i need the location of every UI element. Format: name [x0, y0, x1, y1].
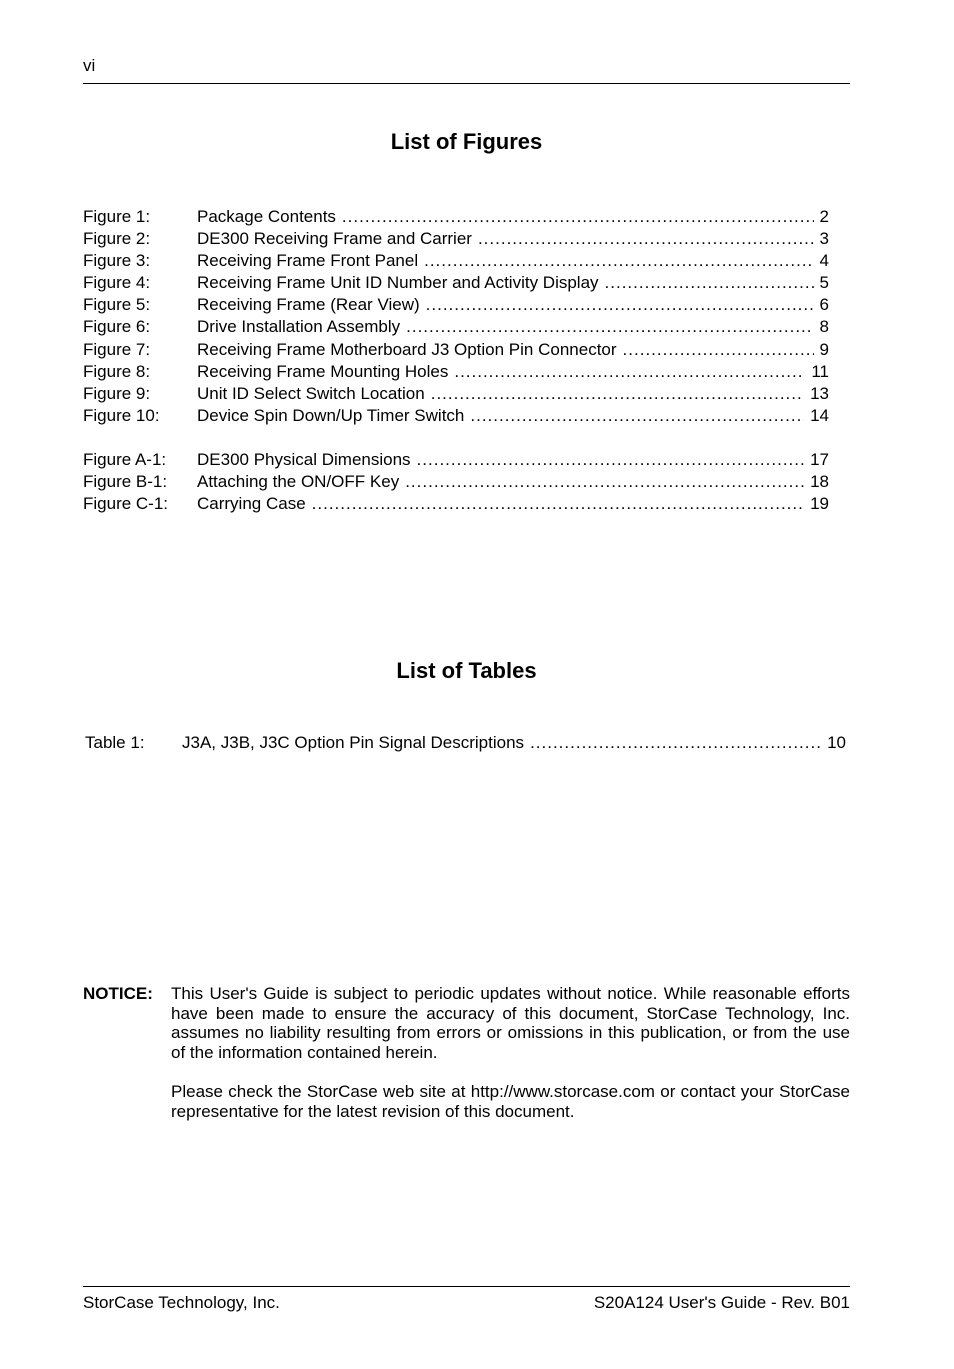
- figure-title: Receiving Frame Unit ID Number and Activity Display: [197, 273, 599, 292]
- figure-entry[interactable]: [83, 406, 829, 428]
- table-label: Table 1:: [85, 733, 145, 752]
- figure-entry[interactable]: [83, 472, 829, 494]
- leader-dots: [405, 472, 804, 492]
- page-number: vi: [83, 56, 96, 75]
- figure-page: 18: [810, 472, 829, 491]
- figure-title: DE300 Physical Dimensions: [197, 450, 411, 469]
- figure-page: 2: [819, 207, 829, 226]
- leader-dots: [623, 340, 814, 360]
- leader-dots: [530, 733, 821, 753]
- leader-dots: [431, 384, 804, 404]
- figure-title: Receiving Frame Mounting Holes: [197, 362, 449, 381]
- footer-document-id: S20A124 User's Guide - Rev. B01: [593, 1293, 850, 1312]
- figure-entry[interactable]: [83, 207, 829, 229]
- figure-label: Figure B-1:: [83, 472, 168, 491]
- figure-label: Figure 3:: [83, 251, 151, 270]
- leader-dots: [426, 295, 814, 315]
- figure-label: Figure 1:: [83, 207, 151, 226]
- figure-page: 11: [811, 362, 829, 381]
- leader-dots: [417, 450, 805, 470]
- leader-dots: [605, 273, 814, 293]
- figure-entry[interactable]: [83, 229, 829, 251]
- figure-label: Figure A-1:: [83, 450, 167, 469]
- figure-entry[interactable]: [83, 384, 829, 406]
- figure-label: Figure 8:: [83, 362, 151, 381]
- figure-page: 17: [810, 450, 829, 469]
- figure-title: Unit ID Select Switch Location: [197, 384, 425, 403]
- figure-label: Figure 4:: [83, 273, 151, 292]
- figure-label: Figure C-1:: [83, 494, 169, 513]
- figure-label: Figure 2:: [83, 229, 151, 248]
- figure-entry[interactable]: [83, 251, 829, 273]
- figure-label: Figure 7:: [83, 340, 151, 359]
- leader-dots: [342, 207, 814, 227]
- figure-title: Receiving Frame (Rear View): [197, 295, 420, 314]
- figure-entry[interactable]: [83, 273, 829, 295]
- figure-title: Device Spin Down/Up Timer Switch: [197, 406, 465, 425]
- figure-entry[interactable]: [83, 362, 829, 384]
- figure-page: 14: [810, 406, 829, 425]
- notice-paragraph: Please check the StorCase web site at http://www.storcase.com or contact your StorCase representative for the latest revision of this document.: [171, 1081, 850, 1121]
- notice-body: [171, 984, 850, 1141]
- figure-title: Drive Installation Assembly: [197, 317, 401, 336]
- figure-page: 4: [819, 251, 829, 270]
- figure-title: Attaching the ON/OFF Key: [197, 472, 400, 491]
- notice-label: NOTICE:: [83, 984, 153, 1003]
- leader-dots: [312, 494, 804, 514]
- figure-label: Figure 9:: [83, 384, 151, 403]
- figure-label: Figure 6:: [83, 317, 151, 336]
- figure-page: 8: [819, 317, 829, 336]
- figure-page: 13: [810, 384, 829, 403]
- figure-title: Carrying Case: [197, 494, 306, 513]
- list-of-figures-title: List of Figures: [390, 129, 543, 154]
- figure-label: Figure 10:: [83, 406, 160, 425]
- table-title: J3A, J3B, J3C Option Pin Signal Descriptions: [182, 733, 525, 752]
- figure-page: 19: [810, 494, 829, 513]
- figures-list: [83, 207, 829, 527]
- figure-entry[interactable]: [83, 295, 829, 317]
- figure-title: Receiving Frame Motherboard J3 Option Pin Connector: [197, 340, 617, 359]
- figure-page: 6: [819, 295, 829, 314]
- leader-dots: [406, 317, 813, 337]
- figure-title: Package Contents: [197, 207, 336, 226]
- leader-dots: [454, 362, 805, 382]
- leader-dots: [470, 406, 804, 426]
- notice-paragraph: This User's Guide is subject to periodic updates without notice. While reasonable efforts have been made to ensure the accuracy of this document, StorCase Technology, Inc. assumes no liability resulting from errors or omissions in this publication, or from the use of the information contained herein.: [171, 984, 850, 1062]
- footer-rule: [83, 1286, 850, 1287]
- header-rule: [83, 83, 850, 84]
- list-of-tables-title: List of Tables: [396, 658, 537, 683]
- figure-entry[interactable]: [83, 494, 829, 516]
- table-page: 10: [827, 733, 846, 752]
- footer-company: StorCase Technology, Inc.: [83, 1293, 280, 1312]
- figure-title: DE300 Receiving Frame and Carrier: [197, 229, 472, 248]
- figure-entry[interactable]: [83, 340, 829, 362]
- figure-page: 5: [819, 273, 829, 292]
- leader-dots: [478, 229, 814, 249]
- figure-entry[interactable]: [83, 450, 829, 472]
- figure-page: 9: [819, 340, 829, 359]
- figure-title: Receiving Frame Front Panel: [197, 251, 419, 270]
- figure-label: Figure 5:: [83, 295, 151, 314]
- figure-page: 3: [819, 229, 829, 248]
- table-entry[interactable]: [85, 733, 846, 753]
- leader-dots: [424, 251, 813, 271]
- figure-entry[interactable]: [83, 317, 829, 339]
